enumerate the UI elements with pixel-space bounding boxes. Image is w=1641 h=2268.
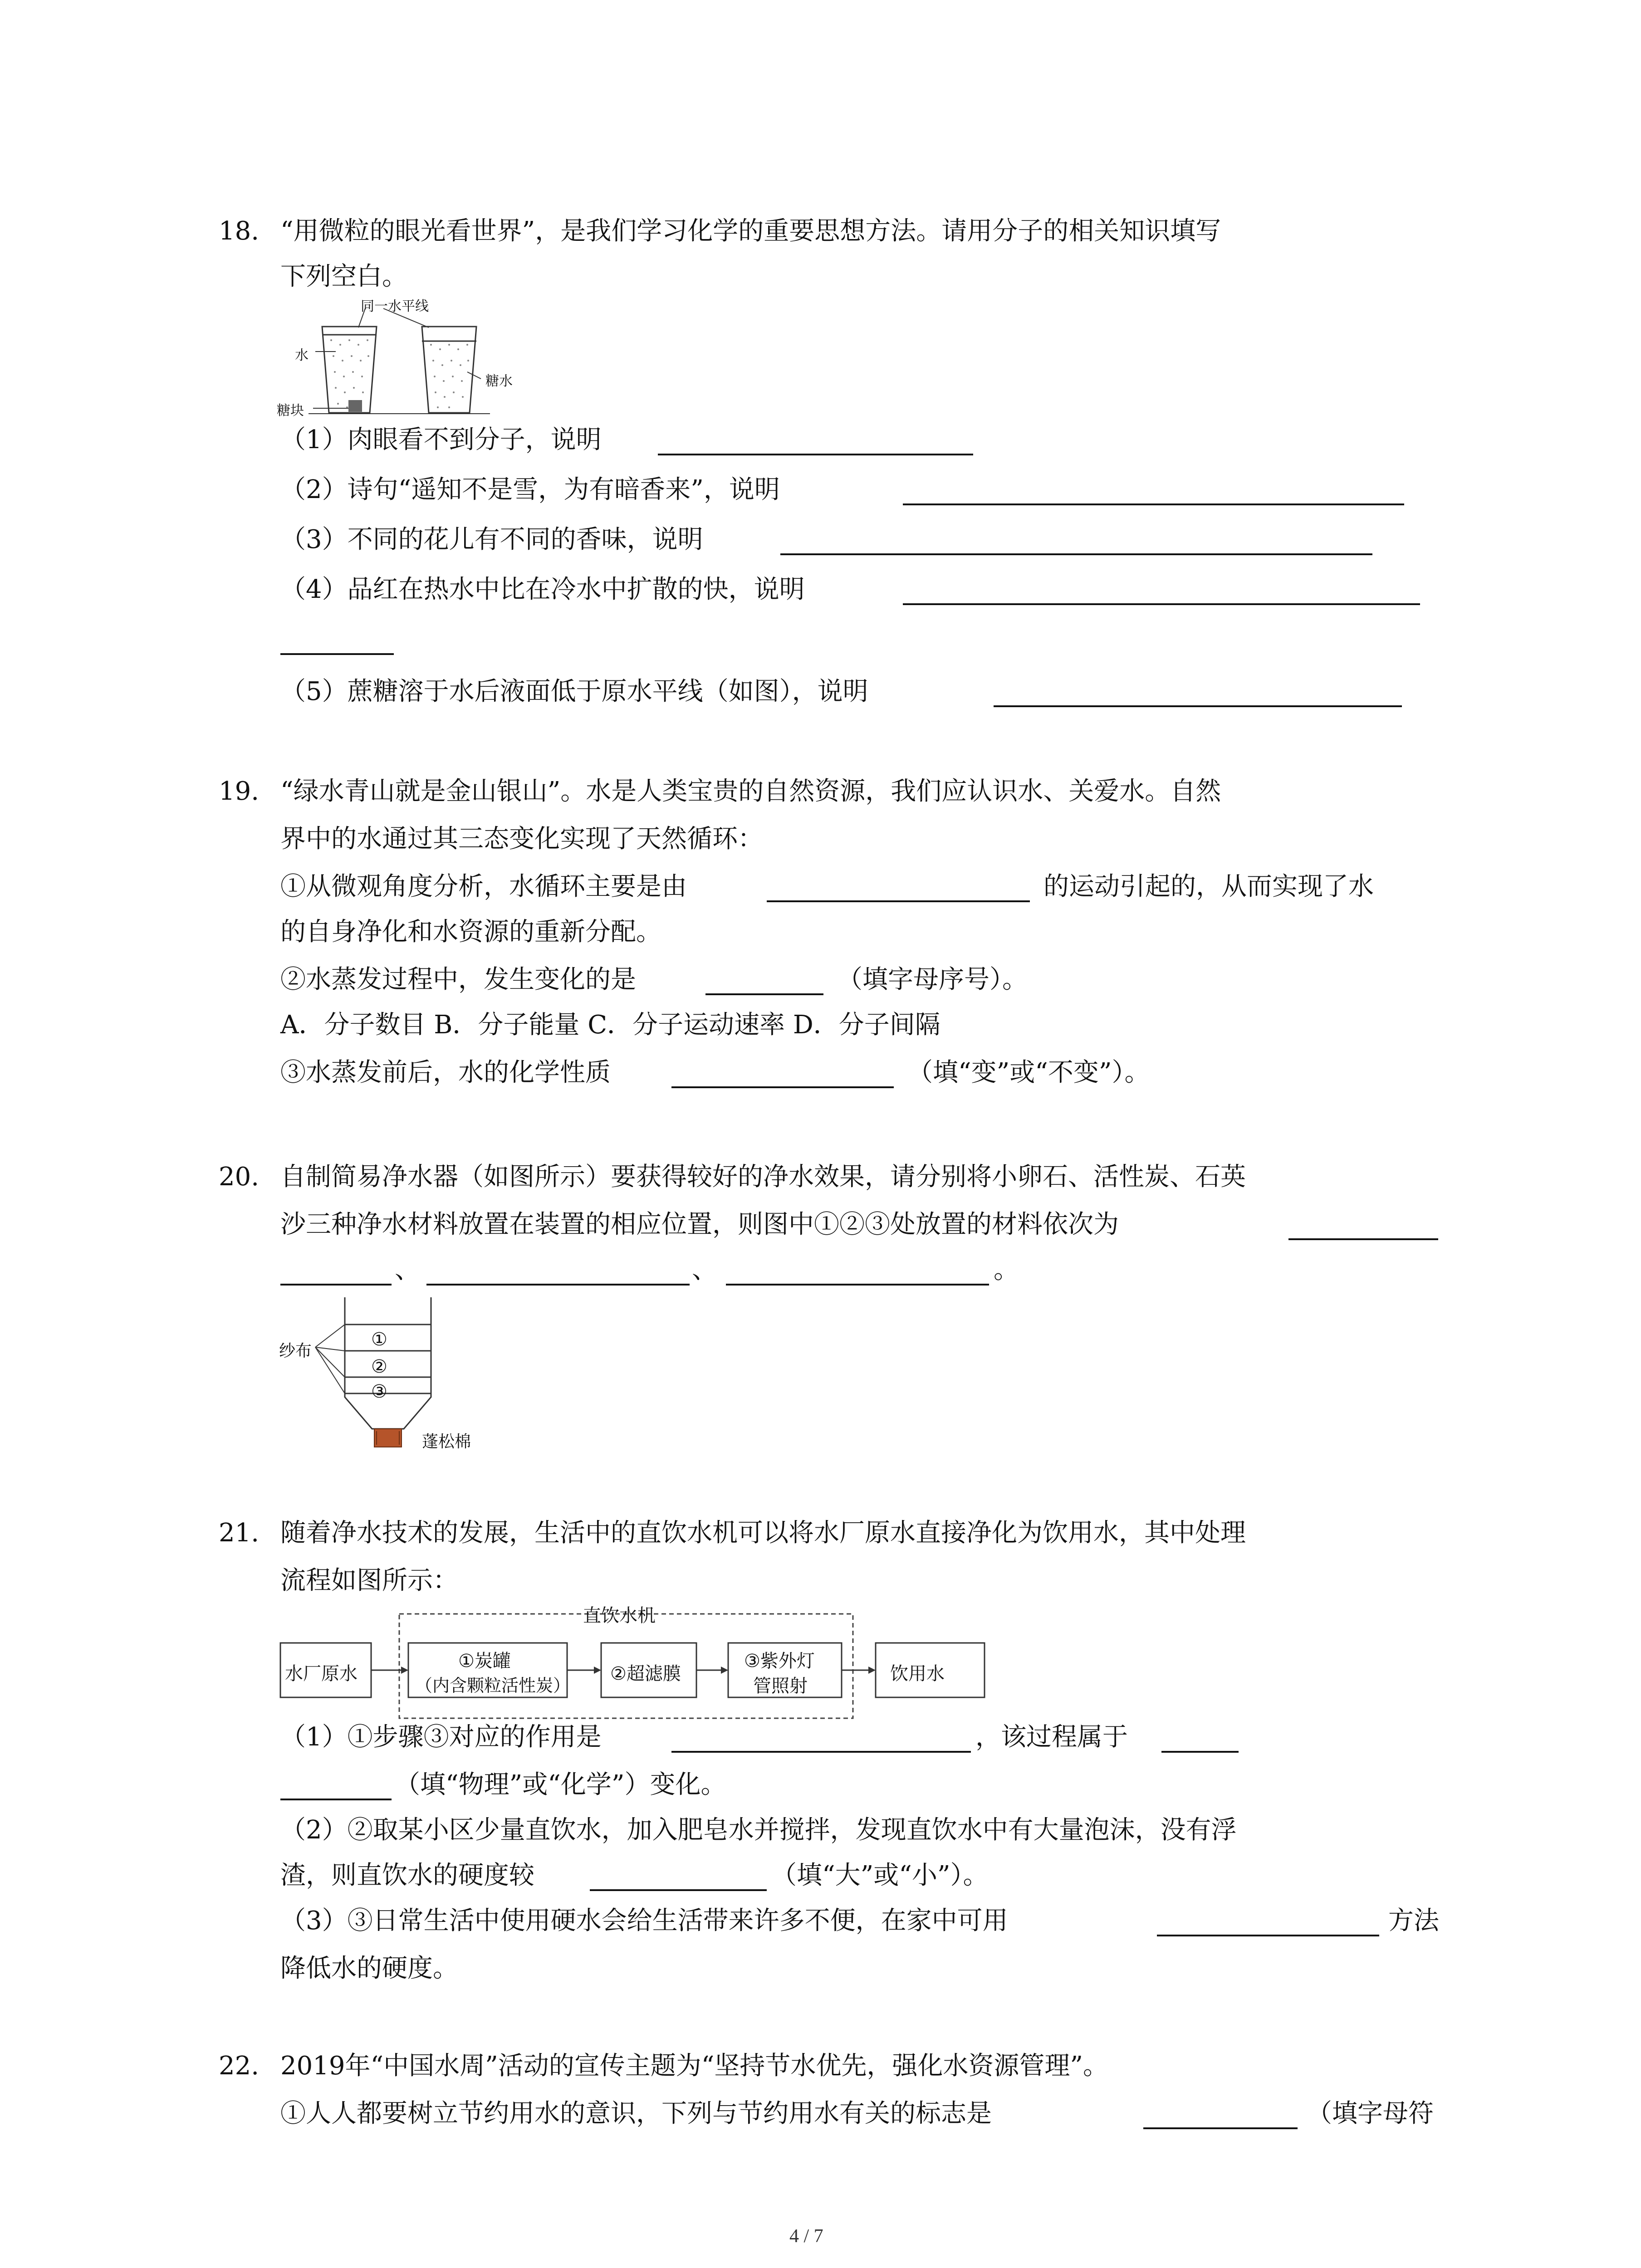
q21-part3-text: （3）③日常生活中使用硬水会给生活带来许多不便，在家中可用 <box>280 1906 1008 1936</box>
q20-separator-1: 、 <box>395 1255 420 1285</box>
q19-blank-2[interactable] <box>705 993 823 995</box>
q22-sub1-text: ①人人都要树立节约用水的意识，下列与节约用水有关的标志是 <box>280 2099 992 2128</box>
label-sugar-water: 糖水 <box>485 373 513 389</box>
q18-item-5: （5）蔗糖溶于水后液面低于原水平线（如图），说明 <box>280 677 868 706</box>
label-layer-1: ① <box>371 1329 387 1350</box>
flow-step1-note: （内含颗粒活性炭） <box>415 1676 571 1696</box>
q20-stem-line2: 沙三种净水材料放置在装置的相应位置，则图中①②③处放置的材料依次为 <box>280 1210 1119 1239</box>
q22-blank-1[interactable] <box>1143 2127 1298 2129</box>
q18-stem-line1: “用微粒的眼光看世界”，是我们学习化学的重要思想方法。请用分子的相关知识填写 <box>280 216 1221 246</box>
q19-sub1-text-b: 的运动引起的，从而实现了水 <box>1043 872 1374 901</box>
q19-blank-1[interactable] <box>767 900 1030 902</box>
beaker-illustration <box>272 299 544 422</box>
q20-blank-1a[interactable] <box>1288 1238 1438 1240</box>
q21-stem-line2: 流程如图所示： <box>280 1566 458 1595</box>
q20-blank-1b[interactable] <box>280 1284 392 1286</box>
q21-part3-text-c: 降低水的硬度。 <box>280 1954 458 1983</box>
q20-blank-3[interactable] <box>726 1284 989 1286</box>
q18-stem-line2: 下列空白。 <box>280 262 407 291</box>
q22-number: 22. <box>219 2051 260 2081</box>
q21-part1-text: （1）①步骤③对应的作用是 <box>280 1722 602 1752</box>
q21-blank-4[interactable] <box>1157 1935 1379 1936</box>
q18-number: 18. <box>219 216 260 246</box>
q21-stem-line1: 随着净水技术的发展，生活中的直饮水机可以将水厂原水直接净化为饮用水，其中处理 <box>280 1518 1246 1548</box>
q19-options: A．分子数目 B．分子能量 C．分子运动速率 D．分子间隔 <box>280 1010 941 1040</box>
q20-blank-2[interactable] <box>426 1284 690 1286</box>
q21-part3-text-b: 方法 <box>1388 1906 1439 1936</box>
q19-blank-3[interactable] <box>671 1086 894 1088</box>
label-sugar-block: 糖块 <box>277 403 304 419</box>
q20-end-mark: 。 <box>994 1255 1019 1285</box>
q20-stem-line1: 自制简易净水器（如图所示）要获得较好的净水效果，请分别将小卵石、活性炭、石英 <box>280 1162 1246 1192</box>
flow-source: 水厂原水 <box>285 1663 358 1684</box>
q19-sub1-text-c: 的自身净化和水资源的重新分配。 <box>280 917 661 947</box>
label-cotton: 蓬松棉 <box>422 1432 471 1451</box>
label-layer-3: ③ <box>371 1381 387 1402</box>
q20-separator-2: 、 <box>692 1255 717 1285</box>
q21-number: 21. <box>219 1518 260 1548</box>
q21-blank-2b[interactable] <box>280 1799 392 1800</box>
q20-number: 20. <box>219 1162 260 1192</box>
q19-stem-line1: “绿水青山就是金山银山”。水是人类宝贵的自然资源，我们应认识水、关爱水。自然 <box>280 777 1221 806</box>
q22-stem-line1: 2019年“中国水周”活动的宣传主题为“坚持节水优先，强化水资源管理”。 <box>280 2051 1109 2081</box>
q21-part2-line1: （2）②取某小区少量直饮水，加入肥皂水并搅拌，发现直饮水中有大量泡沫，没有浮 <box>280 1815 1237 1845</box>
q18-item-3: （3）不同的花儿有不同的香味，说明 <box>280 525 703 554</box>
q21-blank-1[interactable] <box>671 1751 971 1753</box>
flow-step3-note: 管照射 <box>753 1676 808 1696</box>
q21-blank-3[interactable] <box>590 1889 767 1891</box>
q18-item-2: （2）诗句“遥知不是雪，为有暗香来”，说明 <box>280 475 780 504</box>
label-water: 水 <box>295 347 309 363</box>
label-layer-2: ② <box>371 1356 387 1377</box>
q19-sub3-text: ③水蒸发前后，水的化学性质 <box>280 1058 611 1087</box>
flow-step3-title: ③紫外灯 <box>744 1651 815 1672</box>
q21-part1-text-c: （填“物理”或“化学”）变化。 <box>395 1770 726 1799</box>
q18-blank-5[interactable] <box>994 705 1402 707</box>
flow-step2: ②超滤膜 <box>610 1663 681 1684</box>
q18-item-4: （4）品红在热水中比在冷水中扩散的快，说明 <box>280 575 805 604</box>
q19-sub2-text: ②水蒸发过程中，发生变化的是 <box>280 965 636 994</box>
gauze-pointer-lines <box>313 1315 349 1402</box>
flow-output: 饮用水 <box>890 1663 945 1684</box>
page-number: 4 / 7 <box>789 2226 823 2247</box>
q19-number: 19. <box>219 777 260 806</box>
q18-item-1: （1）肉眼看不到分子，说明 <box>280 425 602 455</box>
q18-blank-4a[interactable] <box>903 603 1420 605</box>
flow-group-label: 直饮水机 <box>583 1605 656 1626</box>
q21-part1-text-b: ，该过程属于 <box>975 1722 1128 1752</box>
label-gauze: 纱布 <box>279 1342 312 1360</box>
q21-part2-text: 渣，则直饮水的硬度较 <box>280 1861 534 1890</box>
q18-blank-1[interactable] <box>658 454 973 455</box>
q19-stem-line2: 界中的水通过其三态变化实现了天然循环： <box>280 824 763 854</box>
q21-part2-text-b: （填“大”或“小”）。 <box>771 1861 989 1890</box>
q19-sub3-text-b: （填“变”或“不变”）。 <box>907 1058 1150 1087</box>
purifier-illustration <box>336 1297 454 1452</box>
q18-blank-2[interactable] <box>903 503 1404 505</box>
q19-sub1-text: ①从微观角度分析，水循环主要是由 <box>280 872 687 901</box>
label-same-level: 同一水平线 <box>361 298 429 314</box>
q18-blank-3[interactable] <box>780 553 1372 555</box>
q22-sub1-text-b: （填字母符 <box>1307 2099 1434 2128</box>
q19-sub2-text-b: （填字母序号）。 <box>837 965 1028 994</box>
q21-blank-2a[interactable] <box>1161 1751 1239 1753</box>
q18-blank-4b[interactable] <box>280 653 394 655</box>
flow-step1-title: ①炭罐 <box>458 1651 511 1672</box>
